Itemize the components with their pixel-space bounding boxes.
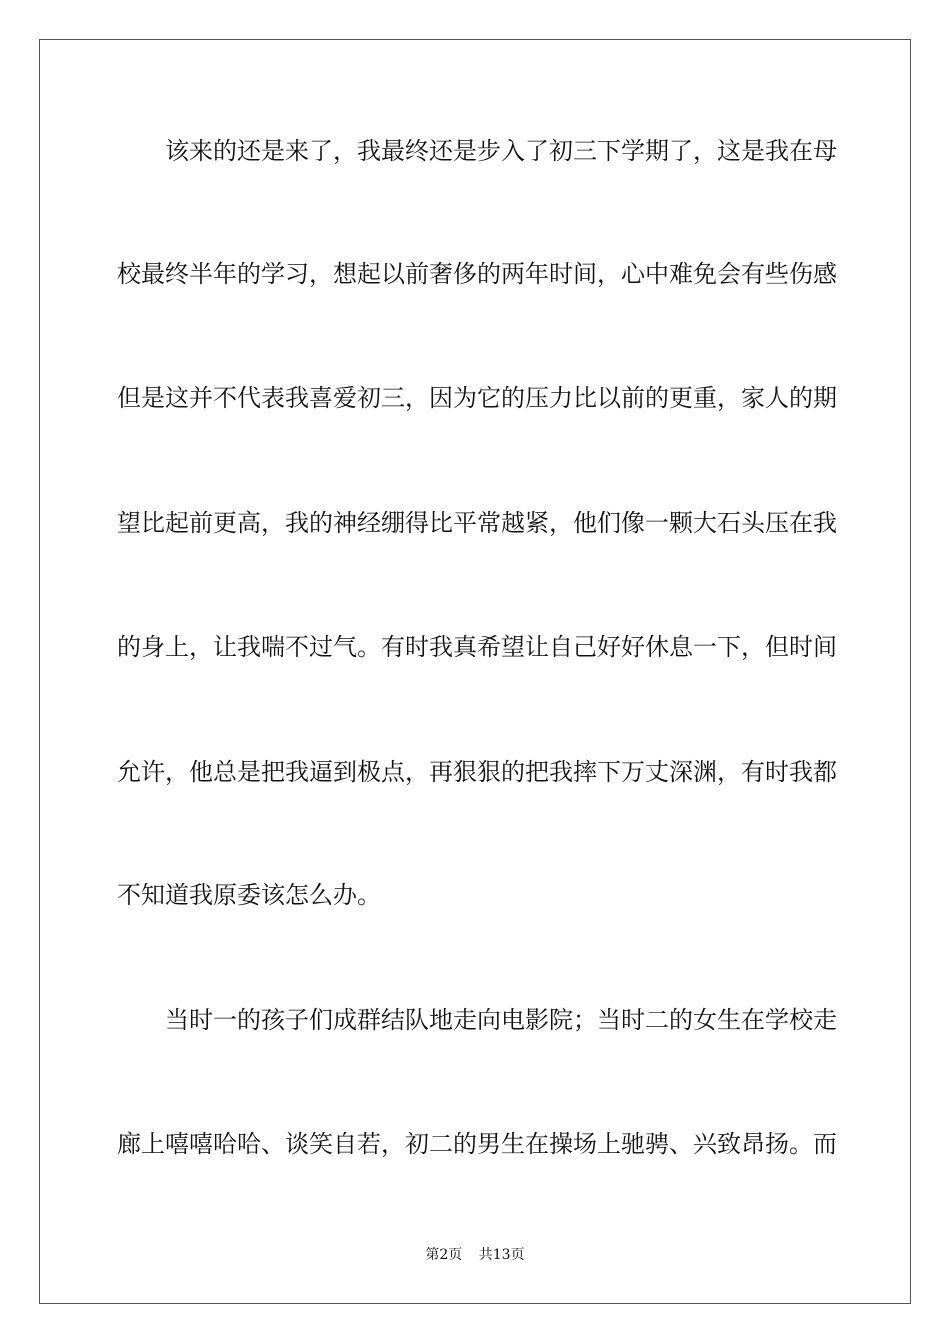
paragraph-1-line-5 [0,627,950,667]
paragraph-1-line-6 [0,752,950,792]
text-line: 允许，他总是把我逼到极点，再狠狠的把我摔下万丈深渊，有时我都 [117,758,837,786]
text-line: 廊上嘻嘻哈哈、谈笑自若，初二的男生在操场上驰骋、兴致昂扬。而 [117,1130,837,1158]
page-total: 共13页 [478,1247,525,1263]
text-line: 当时一的孩子们成群结队地走向电影院；当时二的女生在学校走 [165,1006,837,1034]
text-line: 该来的还是来了，我最终还是步入了初三下学期了，这是我在母 [165,137,837,165]
page-border [39,39,911,1304]
paragraph-1-line-2 [0,254,950,294]
paragraph-2-line-2 [0,1124,950,1164]
paragraph-1-line-3 [0,378,950,418]
paragraph-1-line-1 [0,131,950,171]
text-line: 校最终半年的学习，想起以前奢侈的两年时间，心中难免会有些伤感 [117,260,837,288]
paragraph-1-line-7 [0,875,950,915]
text-line: 望比起前更高，我的神经绷得比平常越紧，他们像一颗大石头压在我 [117,509,837,537]
page-footer [0,1245,950,1265]
text-line: 的身上，让我喘不过气。有时我真希望让自己好好休息一下，但时间 [117,633,837,661]
paragraph-1-line-4 [0,503,950,543]
paragraph-2-line-1 [0,1000,950,1040]
text-line: 不知道我原委该怎么办。 [117,881,381,909]
page-number: 第2页 [425,1247,463,1263]
text-line: 但是这并不代表我喜爱初三，因为它的压力比以前的更重，家人的期 [117,384,837,412]
